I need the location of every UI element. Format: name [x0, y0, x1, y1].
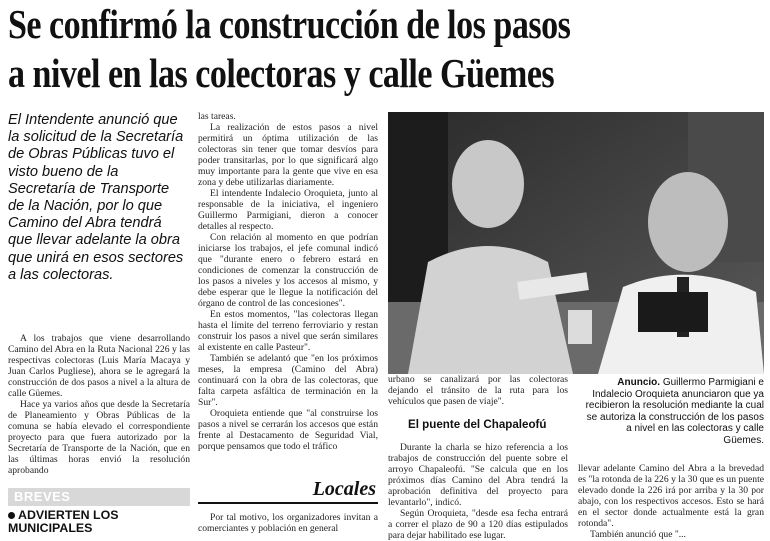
paragraph: Según Oroquieta, "desde esa fecha entrará a correr el plazo de 90 a 120 días estipulados para dejar habilitado ese lugar.: [388, 508, 568, 541]
brief-headline-text: ADVIERTEN LOS MUNICIPALES: [8, 508, 119, 535]
column-4: [578, 463, 764, 540]
paragraph: llevar adelante Camino del Abra a la brevedad es "la rotonda de la 226 y la 30 que es un puente elevado donde la 226 irá por arriba y la 30 por abajo, con los respectivos accesos. Esto se hará en el sector donde actualmente está la gran rotonda".: [578, 463, 764, 529]
headline: [8, 0, 639, 98]
locales-label: Locales: [312, 478, 376, 500]
article-photo: [388, 112, 764, 374]
caption-label: Anuncio.: [617, 377, 661, 388]
column-2: [198, 111, 378, 452]
locales-section-header: [198, 478, 378, 504]
photo-caption: [583, 377, 764, 447]
paragraph: Con relación al momento en que podrían iniciarse los trabajos, el jefe comunal indicó que "durante enero o febrero estará en condiciones de comenzar la construcción de los pasos a niveles y los accesos al mismo, y debe esperar que le llegue la notificación del órgano de control de las concesiones".: [198, 232, 378, 309]
column-3: [388, 374, 568, 407]
lede-paragraph: El Intendente anunció que la solicitud de la Secretaría de Obras Públicas tuvo el visto bueno de la Secretaría de Transporte de la Nación, por lo que Camino del Abra tendrá que llevar adelante la obra que unirá en esos sectores a las colectoras.: [8, 112, 184, 283]
subheading: El puente del Chapaleofú: [408, 418, 547, 431]
caption-text: Guillermo Parmigiani e Indalecio Oroquieta anunciaron que ya recibieron la resolución mediante la cual se autoriza la construcción de los pasos a nivel en las colectoras y calle Güemes.: [585, 377, 764, 446]
paragraph: Por tal motivo, los organizadores invitan a comerciantes y población en general: [198, 512, 378, 534]
paragraph: La realización de estos pasos a nivel permitirá un óptima utilización de las colectoras sin tener que tomar desvíos para poder transitarlas, por lo que significará algo muy importante para la gente que vive en esa zona y debe utilizarlas diariamente.: [198, 122, 378, 188]
locales-snippet: [198, 512, 378, 534]
paragraph: También anunció que "...: [590, 529, 686, 540]
paragraph: A los trabajos que viene desarrollando Camino del Abra en la Ruta Nacional 226 y las respectivas colectoras (Luis María Macaya y Juan Carlos Pugliese), ahora se le agregará la construcción de dos pasos a nivel a la altura de calle Güemes.: [8, 333, 190, 399]
paragraph: En estos momentos, "las colectoras llegan hasta el límite del terreno ferroviario y restan construir los pasos a nivel que serán similares al existente en calle Pasteur".: [198, 309, 378, 353]
paragraph: El intendente Indalecio Oroquieta, junto al responsable de la iniciativa, el ingeniero Guillermo Parmigiani, dieron a conocer detalles al respecto.: [198, 188, 378, 232]
column-1: [8, 333, 190, 476]
paragraph: urbano se canalizará por las colectoras dejando el tránsito de la ruta para los vehículos que pasen de viaje".: [388, 374, 568, 407]
brief-headline: [8, 509, 190, 535]
column-3-continued: [388, 442, 568, 541]
paragraph: Oroquieta entiende que "al construirse los pasos a nivel se cerrarán los accesos que están frente al Destacamento de Seguridad Vial, porque pensamos que todo el tráfico: [198, 408, 378, 452]
bullet-icon: [8, 512, 15, 519]
paragraph: Durante la charla se hizo referencia a los trabajos de construcción del puente sobre el arroyo Chapaleofú. "Se calcula que en los próximos días Camino del Abra tendrá la aprobación definitiva del proyecto para levantarlo", indicó.: [388, 442, 568, 508]
headline-line-1: Se confirmó la construcción de los pasos: [8, 1, 571, 47]
paragraph: También se adelantó que "en los próximos meses, la empresa (Camino del Abra) continuará con la obra de las colectoras, que falta carpeta asfáltica de terminación en la Sur".: [198, 353, 378, 408]
breves-section-bar: [8, 488, 190, 506]
breves-label: BREVES: [14, 489, 71, 504]
headline-line-2: a nivel en las colectoras y calle Güemes: [8, 50, 555, 96]
paragraph: las tareas.: [198, 111, 236, 122]
paragraph: Hace ya varios años que desde la Secretaría de Planeamiento y Obras Públicas de la comuna se había elevado el correspondiente proyecto para que fuera autorizado por la Secretaría de Transporte de la Nación, que en las últimas horas envió la resolución aprobando: [8, 399, 190, 476]
